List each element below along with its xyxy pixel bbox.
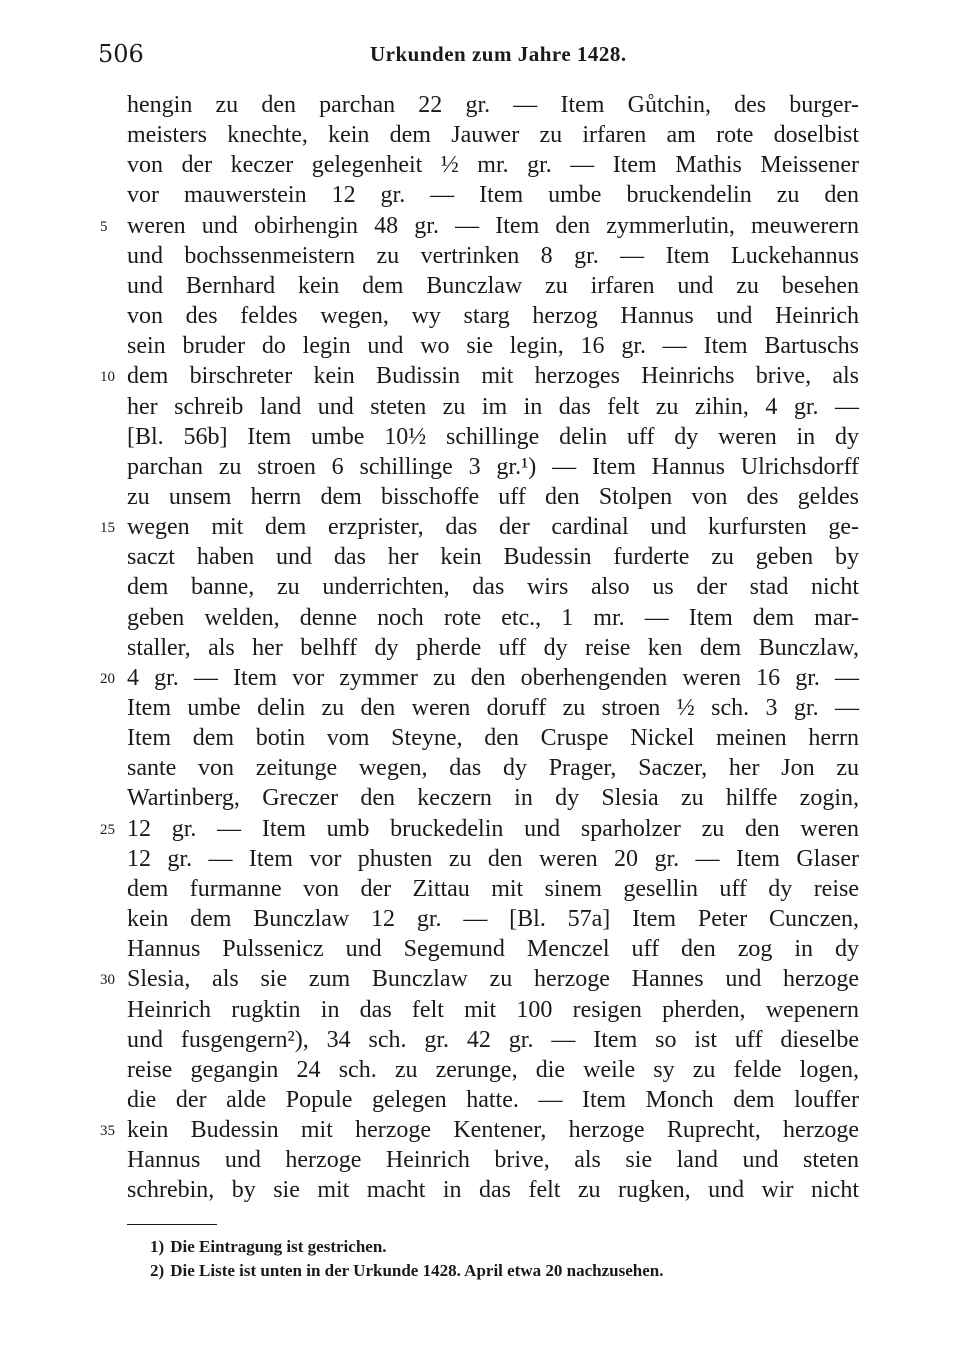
text-line: vor mauwerstein 12 gr. — Item umbe bruckendelin zu den (127, 182, 859, 209)
text-line: parchan zu stroen 6 schillinge 3 gr.¹) — Item Hannus Ulrichsdorff (127, 453, 859, 480)
text-line: her schreib land und steten zu im in das felt zu zihin, 4 gr. — (127, 393, 859, 420)
text-line: geben welden, denne noch rote etc., 1 mr. — Item dem mar- (127, 604, 859, 631)
text-line: Hannus und herzoge Heinrich brive, als sie land und steten (127, 1147, 859, 1174)
text-line: sein bruder do legin und wo sie legin, 16 gr. — Item Bartuschs (127, 333, 859, 360)
text-line: 12 gr. — Item vor phusten zu den weren 20 gr. — Item Glaser (127, 845, 859, 872)
line-number: 10 (100, 369, 115, 386)
text-line: Hannus Pulssenicz und Segemund Menczel uff den zog in dy (127, 936, 859, 963)
running-head: Urkunden zum Jahre 1428. (370, 42, 627, 66)
text-line: meisters knechte, kein dem Jauwer zu irfaren am rote doselbist (127, 122, 859, 149)
text-line: Heinrich rugktin in das felt mit 100 resigen pherden, wepenern (127, 996, 859, 1023)
text-line: saczt haben und das her kein Budessin furderte zu geben by (127, 544, 859, 571)
text-line: 12 gr. — Item umb bruckedelin und sparholzer zu den weren (127, 815, 859, 842)
line-number: 35 (100, 1123, 115, 1140)
text-line: dem banne, zu underrichten, das wirs also us der stad nicht (127, 574, 859, 601)
footnote (150, 1260, 663, 1282)
text-line: von der keczer gelegenheit ½ mr. gr. — Item Mathis Meissener (127, 152, 859, 179)
footnote-divider (127, 1224, 217, 1225)
text-line: Item dem botin vom Steyne, den Cruspe Nickel meinen herrn (127, 725, 859, 752)
footnote-mark: 2) (150, 1261, 165, 1280)
text-line: von des feldes wegen, wy starg herzog Hannus und Heinrich (127, 303, 859, 330)
text-line: dem birschreter kein Budissin mit herzoges Heinrichs brive, als (127, 363, 859, 390)
text-line: sante von zeitunge wegen, das dy Prager, Saczer, her Jon zu (127, 755, 859, 782)
text-line: und bochssenmeistern zu vertrinken 8 gr. — Item Luckehannus (127, 242, 859, 269)
line-number: 15 (100, 520, 115, 537)
text-line: reise gegangin 24 sch. zu zerunge, die weile sy zu felde logen, (127, 1056, 859, 1083)
text-line: Slesia, als sie zum Bunczlaw zu herzoge Hannes und herzoge (127, 966, 859, 993)
line-number: 20 (100, 670, 115, 687)
page-number: 506 (98, 40, 144, 68)
text-line: weren und obirhengin 48 gr. — Item den zymmerlutin, meuwerern (127, 212, 859, 239)
footnote (150, 1236, 387, 1258)
text-line: und Bernhard kein dem Bunczlaw zu irfaren und zu besehen (127, 272, 859, 299)
footnote-text: Die Eintragung ist gestrichen. (170, 1237, 387, 1256)
text-line: zu unsem herrn dem bisschoffe uff den Stolpen von des geldes (127, 483, 859, 510)
text-line: dem furmanne von der Zittau mit sinem gesellin uff dy reise (127, 875, 859, 902)
text-line: kein Budessin mit herzoge Kentener, herzoge Ruprecht, herzoge (127, 1117, 859, 1144)
text-line: 4 gr. — Item vor zymmer zu den oberhengenden weren 16 gr. — (127, 664, 859, 691)
text-line: staller, als her belhff dy pherde uff dy reise ken dem Bunczlaw, (127, 634, 859, 661)
page-header (98, 40, 858, 74)
text-line: Wartinberg, Greczer den keczern in dy Slesia zu hilffe zogin, (127, 785, 859, 812)
text-line: die der alde Popule gelegen hatte. — Item Monch dem louffer (127, 1086, 859, 1113)
text-line: Item umbe delin zu den weren doruff zu stroen ½ sch. 3 gr. — (127, 695, 859, 721)
text-line: schrebin, by sie mit macht in das felt zu rugken, und wir nicht (127, 1177, 859, 1204)
text-line: hengin zu den parchan 22 gr. — Item Gůtchin, des burger- (127, 92, 859, 118)
text-line: und fusgengern²), 34 sch. gr. 42 gr. — Item so ist uff dieselbe (127, 1026, 859, 1053)
text-line: wegen mit dem erzprister, das der cardinal und kurfursten ge- (127, 514, 859, 541)
text-line: kein dem Bunczlaw 12 gr. — [Bl. 57a] Item Peter Cunczen, (127, 906, 859, 933)
line-number: 25 (100, 821, 115, 838)
footnote-mark: 1) (150, 1237, 165, 1256)
line-number: 30 (100, 972, 115, 989)
text-line: [Bl. 56b] Item umbe 10½ schillinge delin uff dy weren in dy (127, 423, 859, 450)
line-number: 5 (100, 218, 108, 235)
footnote-text: Die Liste ist unten in der Urkunde 1428. April etwa 20 nachzusehen. (170, 1261, 664, 1280)
